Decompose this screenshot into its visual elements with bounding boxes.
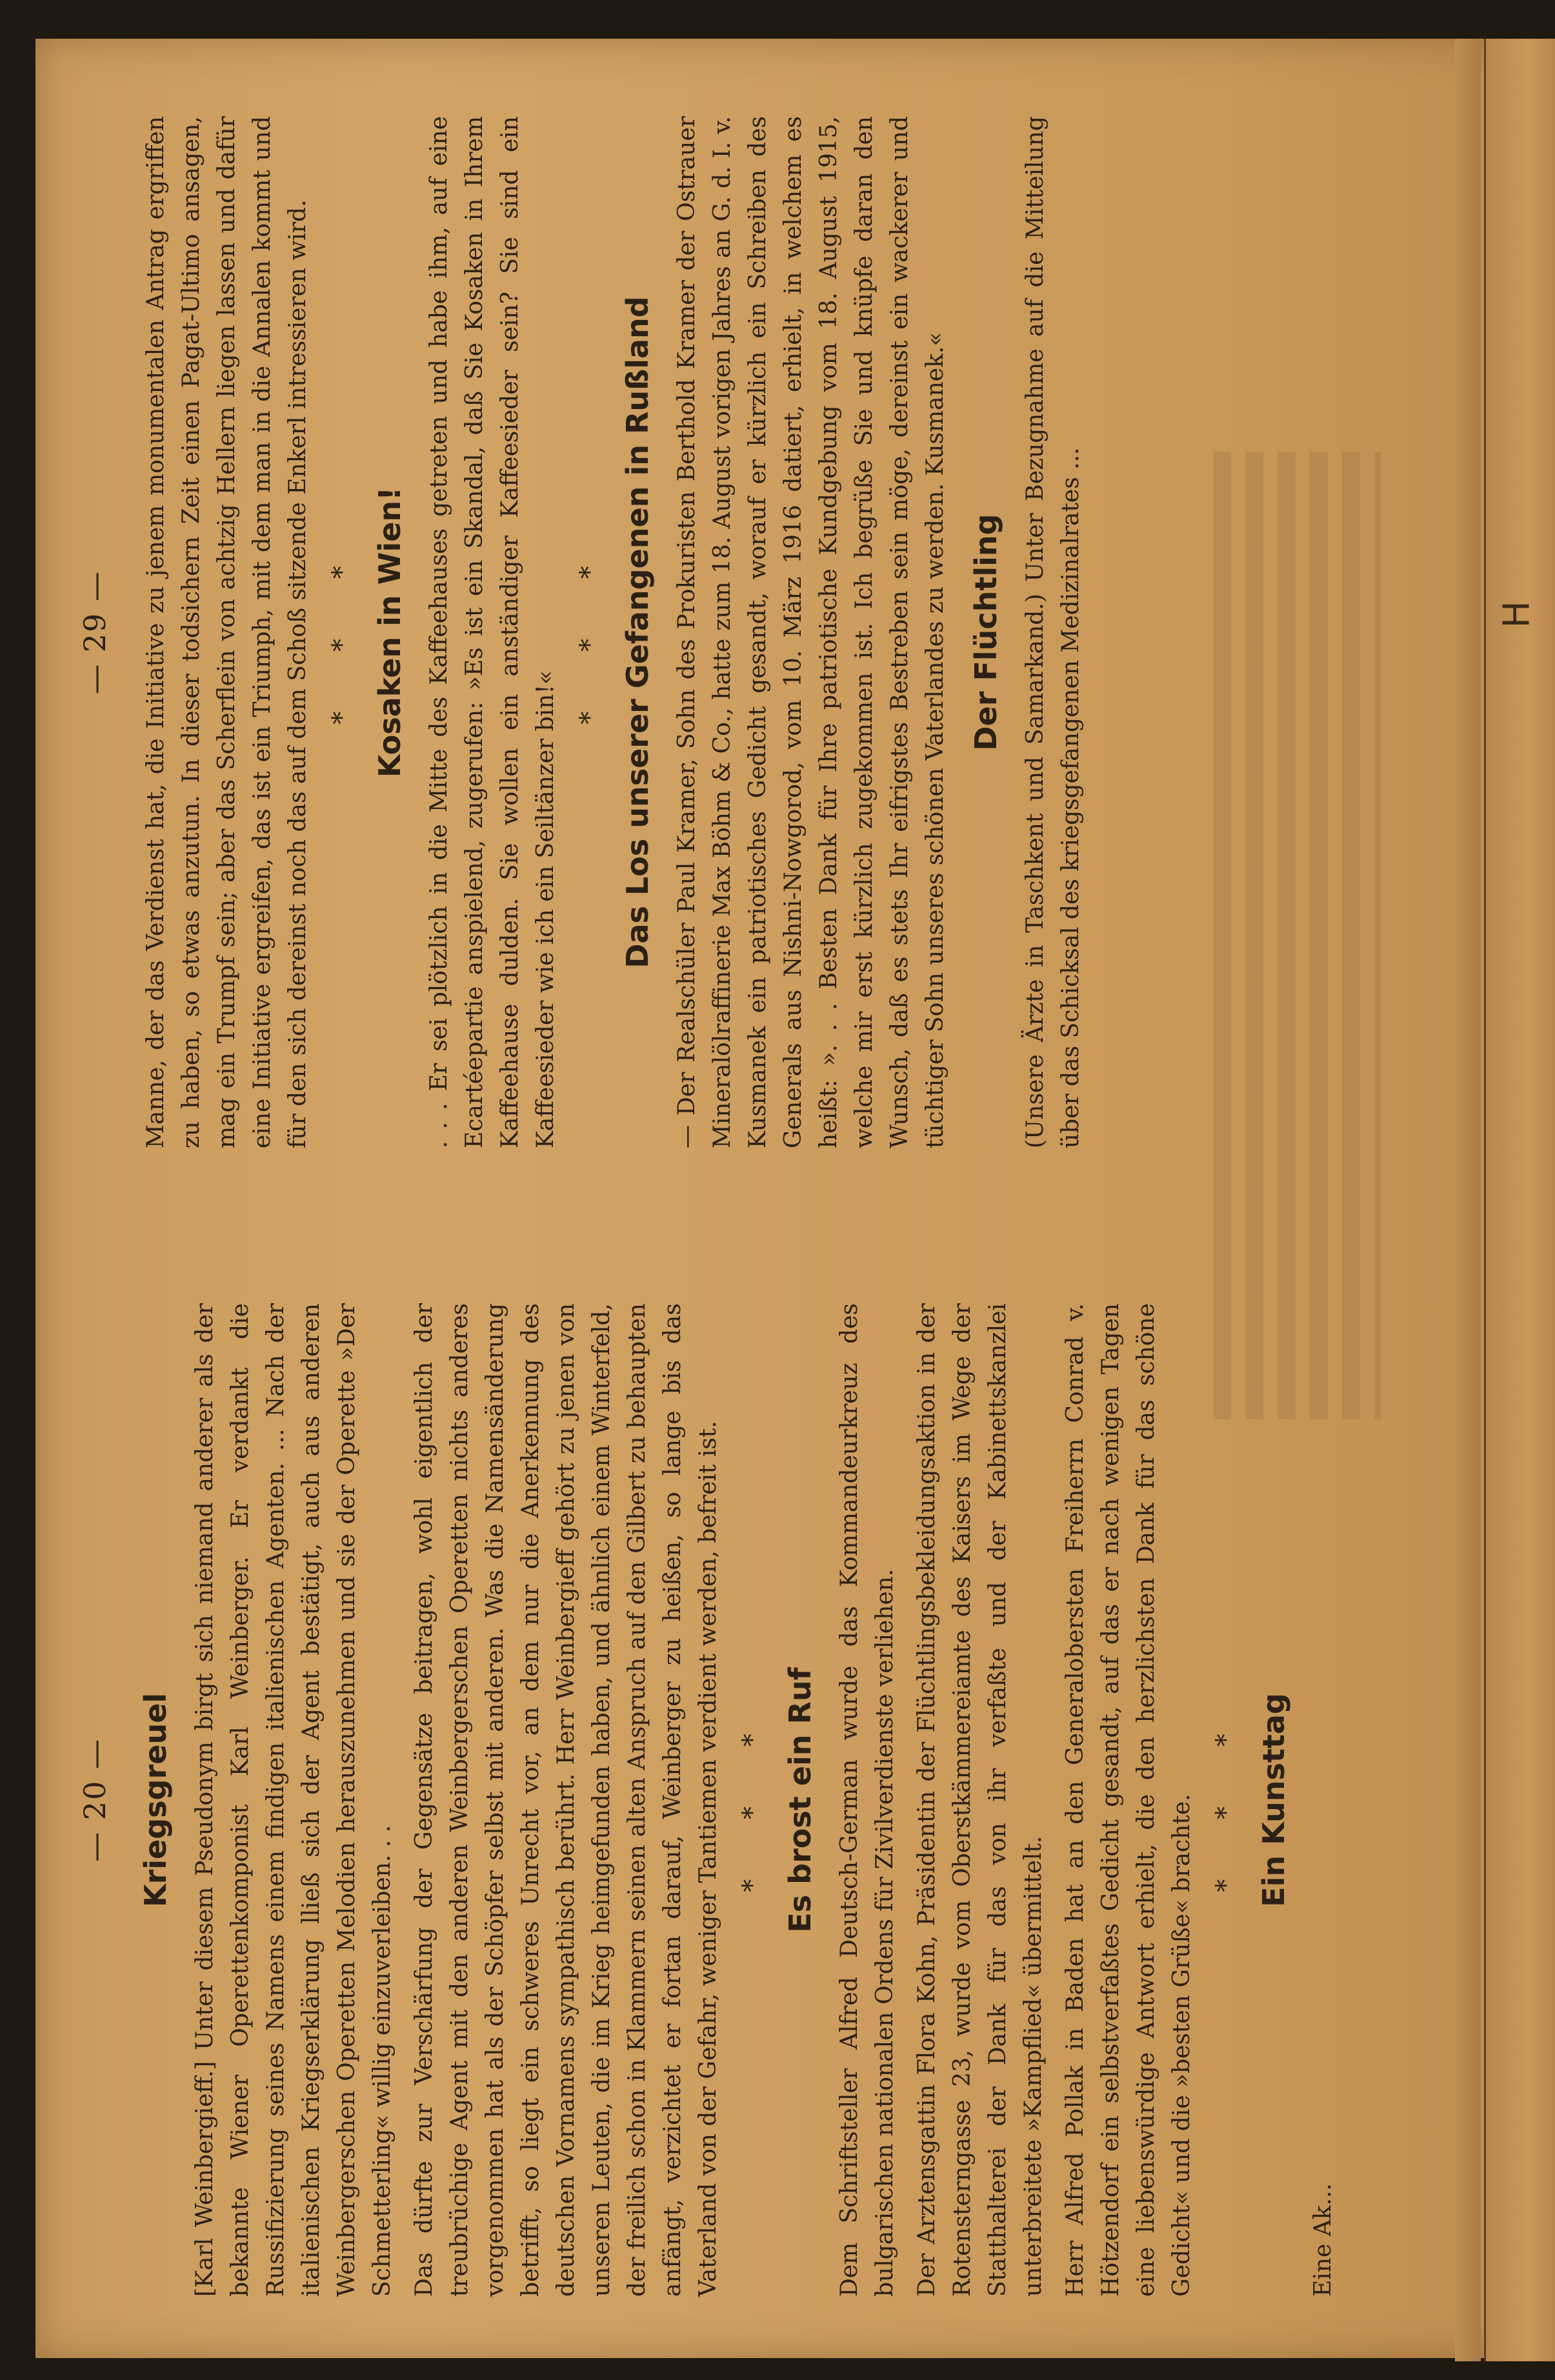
separator: * * * [1211,1708,1241,1892]
article-paragraph: Dem Schriftsteller Alfred Deutsch-German wurde das Kommandeurkreuz des bulgarischen nationalen Ordens für Zivilverdienste verliehen. [836,1303,898,2297]
article-paragraph: — Der Realschüler Paul Kramer, Sohn des Prokuristen Berthold Kramer der Ostrauer Mineralölraffinerie Max Böhm & Co., hatte zum 18. August vorigen Jahres an G. d. I. v. Kusmanek ein patriotisches Gedicht gesandt, worauf er kürzlich ein Schreiben des Generals aus Nishni-Nowgorod, vom 10. März 1916 datiert, erhielt, in welchem es heißt: ». . . Besten Dank für Ihre patriotische Kundgebung vom 18. August 1915, welche mir erst kürzlich zugekommen ist. Ich begrüße Sie und knüpfe daran den Wunsch, daß es stets Ihr eifrigstes Bestreben sein möge, dereinst ein wackerer und tüchtiger Sohn unseres schönen Vaterlandes zu werden. Kusmanek.« [674,116,948,1148]
separator: * * * [327,540,357,725]
separator: * * * [575,540,605,725]
article-paragraph: [Karl Weinbergieff.] Unter diesem Pseudonym birgt sich niemand anderer als der bekannte Wiener Operettenkomponist Karl Weinberger. Er verdankt die Russifizierung seines Namens einem findigen italienischen Agenten. ... Nach der italienischen Kriegserklärung lließ sich der Agent bestätigt, auch aus anderen Weinbergerschen Operetten Melodien herauszunehmen und sie der Operette »Der Schmetterling« willig einzuverleiben. . . [192,1303,396,2297]
article-paragraph: Eine Ak... [1310,2183,1336,2297]
left-page [77,1303,1347,2297]
article-paragraph: Manne, der das Verdienst hat, die Initiative zu jenem monumentalen Antrag ergriffen zu haben, so etwas anzutun. In dieser todsichern Zeit einen Pagat-Ultimo ansagen, mag ein Trumpf sein; aber das Scherflein von achtzig Hellern liegen lassen und dafür eine Initiative ergreifen, das ist ein Triumph, mit dem man in die Annalen kommt und für den sich dereinst noch das auf dem Schoß sitzende Enkerl intressieren wird. [143,116,311,1148]
article-title: Ein Kunsttag [1256,1693,1291,1907]
rotated-spread [77,52,1452,2297]
article-title: Kosaken in Wien! [372,486,407,778]
next-page-edge [1484,39,1555,2361]
page-number: — 20 — [77,1738,112,1862]
article-paragraph: Herr Alfred Pollak in Baden hat an den Generalobersten Freiherrn Conrad v. Hötzendorf ein selbstverfaßtes Gedicht gesandt, auf das er nach wenigen Tagen eine liebenswürdige Antwort erhielt, die den herzlichsten Dank für das schöne Gedicht« und die »besten Grüße« brachte. [1062,1303,1195,2297]
separator: * * * [737,1708,767,1892]
article-title: Kriegsgreuel [138,1692,173,1908]
article-paragraph: Der Arztensgattin Flora Kohn, Präsidentin der Flüchtlingsbekleidungsaktion in der Rotensterngasse 23, wurde vom Oberstkämmereiamte des Kaisers im Wege der Statthalterei der Dank für das von ihr verfaßte und der Kabinettskanzlei unterbreitete »Kampflied« übermittelt. [914,1303,1047,2297]
article-title: Das Los unserer Gefangenen in Rußland [620,296,655,968]
article-paragraph: Das dürfte zur Verschärfung der Gegensätze beitragen, wohl eigentlich der treubrüchige Agent mit den anderen Weinbergerschen Operetten nichts anderes vorgenommen hat als der Schöpfer selbst mit anderen. Was die Namensänderung betrifft, so liegt ein schweres Unrecht vor, an dem nur die Anerkennung des deutschen Vornamens sympathisch berührt. Herr Weinbergieff gehört zu jenen von unseren Leuten, die im Krieg heimgefunden haben, und ähnlich einem Winterfeld, der freilich schon in Klammern seinen alten Anspruch auf den Gilbert zu behaupten anfängt, verzichtet er fortan darauf, Weinberger zu heißen, so lange bis das Vaterland von der Gefahr, weniger Tantiemen verdient werden, befreit ist. [411,1303,721,2297]
article-title: Der Flüchtling [968,514,1003,751]
article-paragraph: . . . Er sei plötzlich in die Mitte des Kaffeehauses getreten und habe ihm, auf eine Ecartéepartie anspielend, zugerufen: »Es ist ein Skandal, daß Sie Kosaken in Ihrem Kaffeehause dulden. Sie wollen ein anständiger Kaffeesieder sein? Sie sind ein Kaffeesieder wie ich ein Seiltänzer bin!« [426,116,559,1148]
right-page [77,116,1095,1148]
article-paragraph: (Unsere Ärzte in Taschkent und Samarkand.) Unter Bezugnahme auf die Mitteilung über das Schicksal des kriegsgefangenen Medizinalrates ... [1022,116,1084,1148]
gutter [1455,39,1481,2361]
article-title: Es brost ein Ruf [783,1667,818,1933]
margin-handwritten-mark: H [1496,601,1538,628]
page-number: — 29 — [77,570,112,694]
